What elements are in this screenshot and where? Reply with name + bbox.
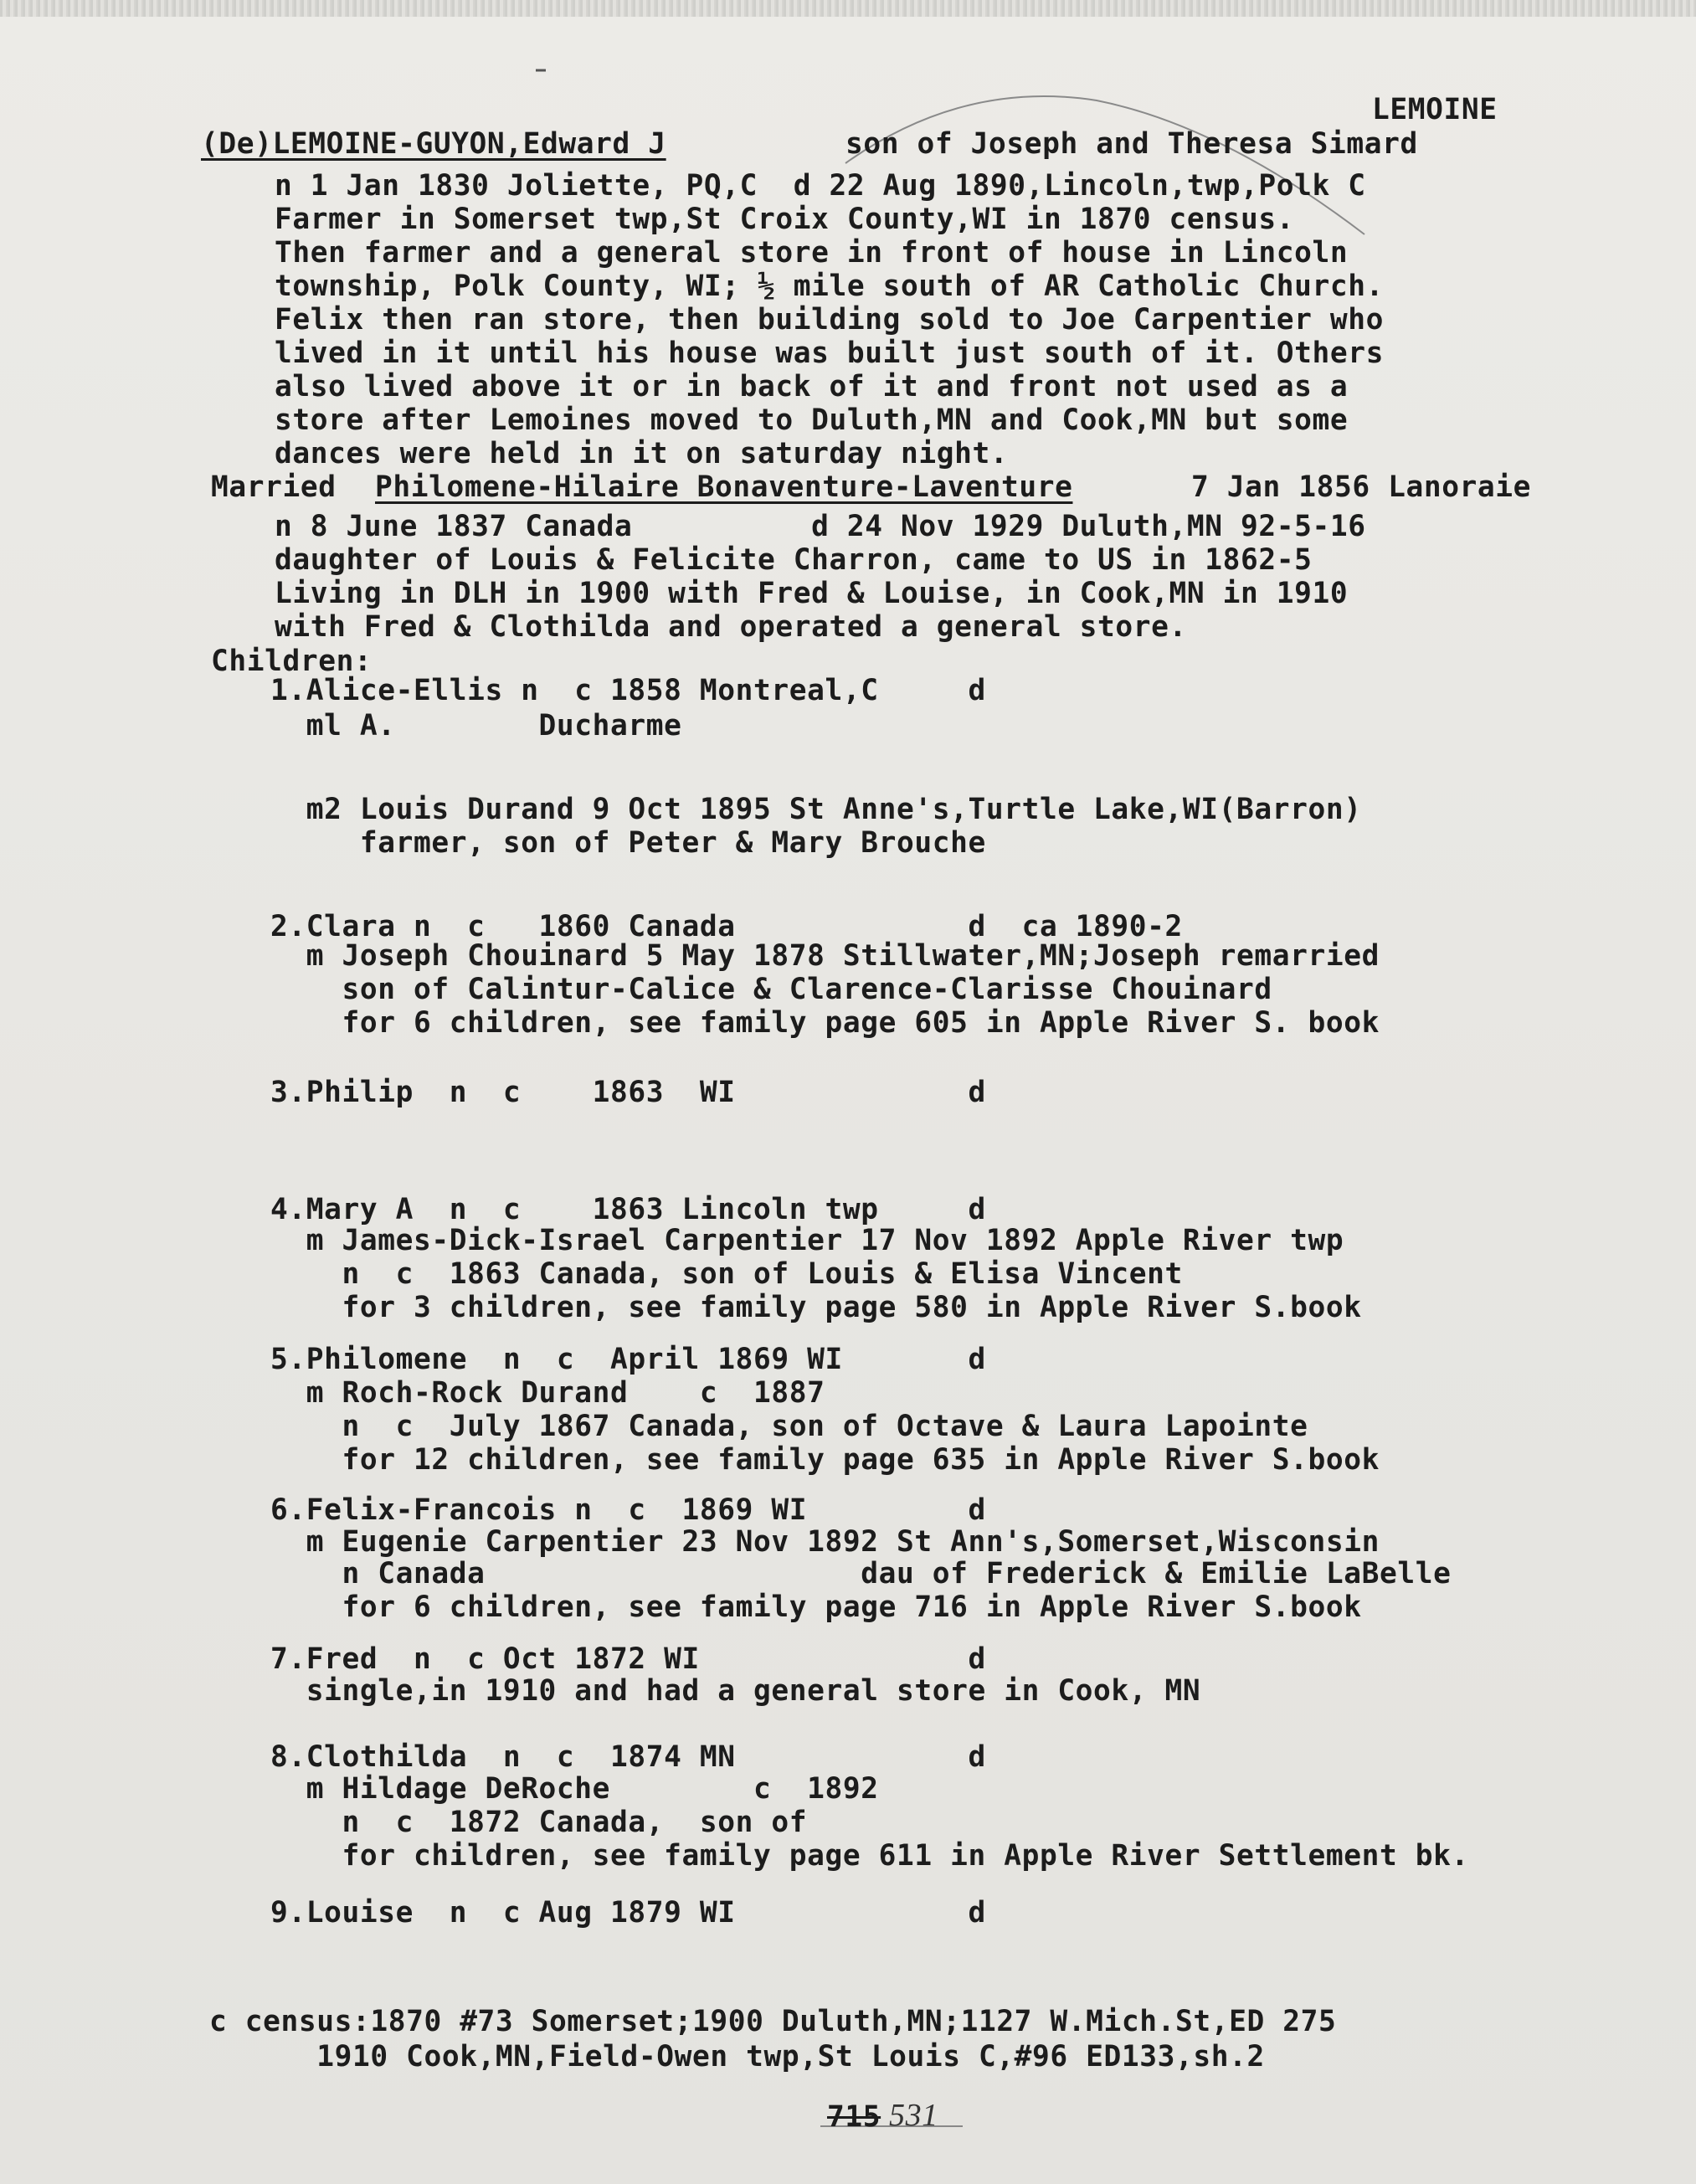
marriage-date-place: 7 Jan 1856 Lanoraie (1191, 470, 1532, 504)
child-line: single,in 1910 and had a general store in Cook, MN (270, 1674, 1201, 1708)
spouse-line: Living in DLH in 1900 with Fred & Louise, in Cook,MN in 1910 (275, 577, 1349, 610)
child-line: n c 1863 Canada, son of Louis & Elisa Vincent (270, 1257, 1183, 1291)
child-line: m James-Dick-Israel Carpentier 17 Nov 1892 Apple River twp (270, 1224, 1344, 1257)
subject-line: lived in it until his house was built just south of it. Others (275, 337, 1384, 370)
subject-line: Felix then ran store, then building sold to Joe Carpentier who (275, 303, 1384, 337)
census-line: 1910 Cook,MN,Field-Owen twp,St Louis C,#96 ED133,sh.2 (209, 2040, 1265, 2074)
child-line: for 6 children, see family page 605 in Apple River S. book (270, 1006, 1380, 1040)
child-line: m Joseph Chouinard 5 May 1878 Stillwater,MN;Joseph remarried (270, 939, 1380, 973)
subject-line: Farmer in Somerset twp,St Croix County,WI in 1870 census. (275, 203, 1295, 236)
subject-line: township, Polk County, WI; ½ mile south of AR Catholic Church. (275, 270, 1384, 303)
subject-line: also lived above it or in back of it and front not used as a (275, 370, 1349, 403)
census-line: c census:1870 #73 Somerset;1900 Duluth,MN;1127 W.Mich.St,ED 275 (209, 2005, 1337, 2038)
children-label: Children: (211, 645, 373, 678)
spouse-line: n 8 June 1837 Canada d 24 Nov 1929 Duluth,MN 92-5-16 (275, 510, 1366, 543)
child-line: n Canada dau of Frederick & Emilie LaBelle (270, 1557, 1452, 1590)
child-line: 8.Clothilda n c 1874 MN d (270, 1740, 986, 1774)
child-line: 3.Philip n c 1863 WI d (270, 1076, 986, 1109)
child-line: 1.Alice-Ellis n c 1858 Montreal,C d (270, 674, 986, 707)
spouse-name: Philomene-Hilaire Bonaventure-Laventure (375, 470, 1073, 504)
child-line: farmer, son of Peter & Mary Brouche (270, 826, 986, 860)
marriage-prefix: Married (211, 470, 337, 504)
child-line: 9.Louise n c Aug 1879 WI d (270, 1896, 986, 1930)
child-line: ml A. Ducharme (270, 709, 682, 743)
child-line: 6.Felix-Francois n c 1869 WI d (270, 1493, 986, 1527)
child-line: son of Calintur-Calice & Clarence-Clarisse Chouinard (270, 973, 1272, 1006)
child-line: 2.Clara n c 1860 Canada d ca 1890-2 (270, 910, 1183, 943)
struck-page-number: 715 (827, 2100, 881, 2134)
child-line: for 6 children, see family page 716 in Apple River S.book (270, 1590, 1362, 1624)
child-line: n c July 1867 Canada, son of Octave & Laura Lapointe (270, 1410, 1308, 1443)
page-number: 531 (889, 2098, 938, 2133)
subject-line: dances were held in it on saturday night. (275, 437, 1009, 470)
spouse-line: with Fred & Clothilda and operated a general store. (275, 610, 1187, 644)
child-line: m Hildage DeRoche c 1892 (270, 1772, 879, 1806)
child-line: for 12 children, see family page 635 in Apple River S.book (270, 1443, 1380, 1477)
child-line: 7.Fred n c Oct 1872 WI d (270, 1642, 986, 1676)
surname-heading: LEMOINE (1372, 93, 1498, 126)
child-line: m2 Louis Durand 9 Oct 1895 St Anne's,Turtle Lake,WI(Barron) (270, 793, 1362, 826)
spouse-line: daughter of Louis & Felicite Charron, came to US in 1862-5 (275, 543, 1313, 577)
child-line: for 3 children, see family page 580 in Apple River S.book (270, 1291, 1362, 1324)
child-line: for children, see family page 611 in Apple River Settlement bk. (270, 1839, 1469, 1873)
subject-line: Then farmer and a general store in front of house in Lincoln (275, 236, 1349, 270)
child-line: m Roch-Rock Durand c 1887 (270, 1376, 825, 1410)
subject-name: (De)LEMOINE-GUYON,Edward J (201, 127, 666, 161)
subject-parents: son of Joseph and Theresa Simard (845, 127, 1418, 161)
child-line: m Eugenie Carpentier 23 Nov 1892 St Ann's,Somerset,Wisconsin (270, 1525, 1380, 1559)
child-line: 5.Philomene n c April 1869 WI d (270, 1343, 986, 1376)
child-line: 4.Mary A n c 1863 Lincoln twp d (270, 1193, 986, 1226)
subject-line: n 1 Jan 1830 Joliette, PQ,C d 22 Aug 1890,Lincoln,twp,Polk C (275, 169, 1366, 203)
subject-line: store after Lemoines moved to Duluth,MN and Cook,MN but some (275, 403, 1349, 437)
child-line: n c 1872 Canada, son of (270, 1806, 808, 1839)
